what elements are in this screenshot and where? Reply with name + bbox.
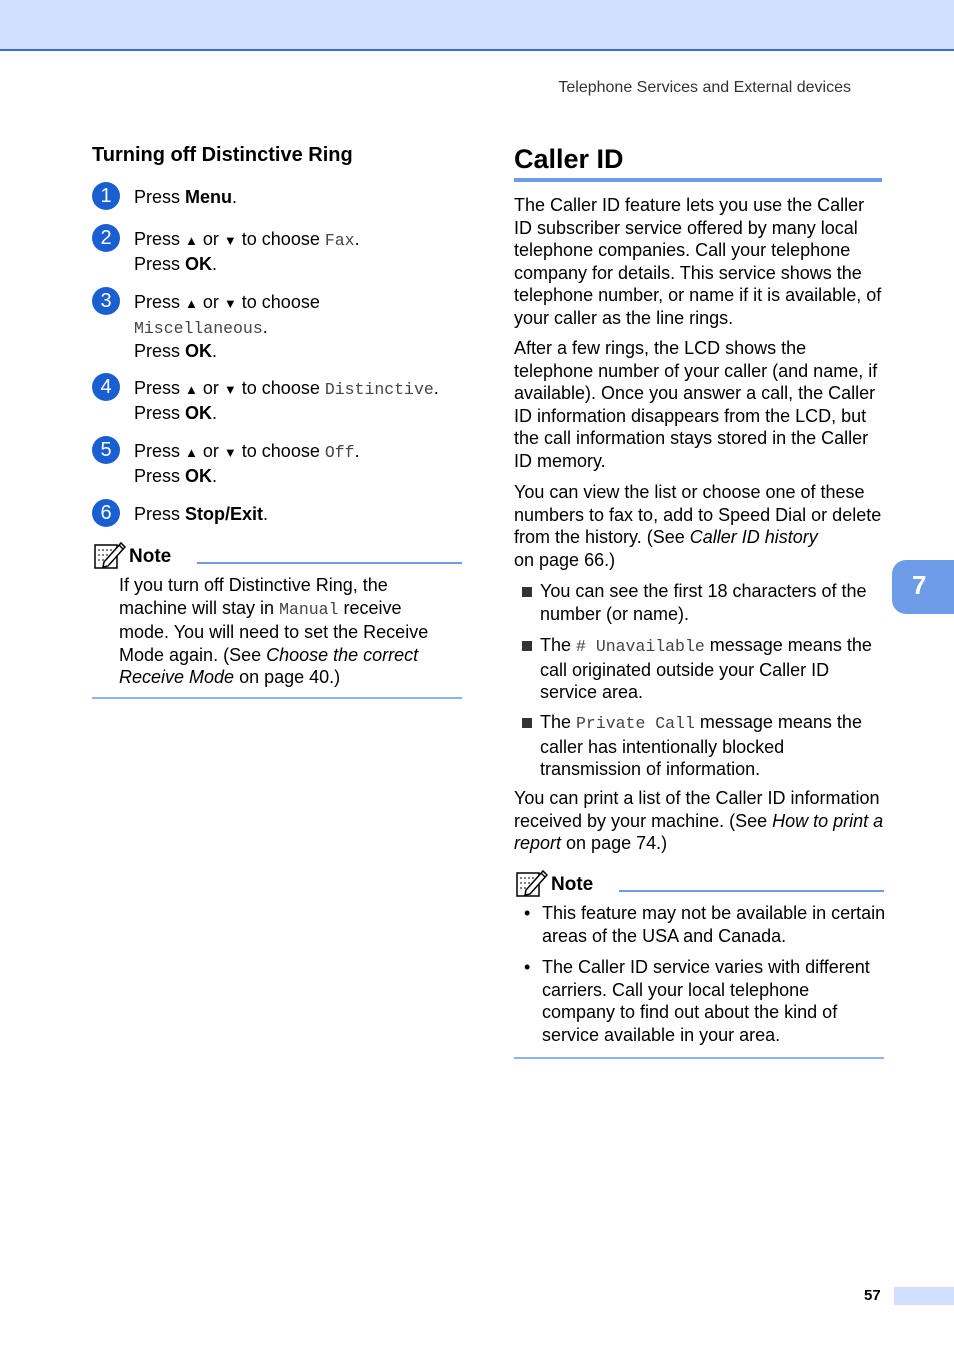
bullet-text [540, 634, 884, 704]
down-arrow-icon: ▼ [223, 382, 237, 397]
paragraph-3 [514, 481, 884, 571]
key-ok: OK [185, 341, 213, 361]
note-item-text: This feature may not be available in certain areas of the USA and Canada. [542, 903, 886, 946]
step-5-text [134, 440, 464, 487]
note-rule [619, 890, 884, 892]
para-text: You can view the list or choose one of these numbers to fax to, add to Speed Dial or delete from the history. (See [514, 482, 882, 547]
step-text-run: Press [134, 465, 186, 486]
bullet-text [540, 711, 884, 781]
note-title: Note [551, 874, 594, 895]
step-text-run: Press [134, 292, 186, 312]
step-text-run: Press [134, 378, 186, 398]
para-text: on page 74.) [561, 833, 668, 853]
chapter-number: 7 [912, 570, 927, 600]
cross-reference-link[interactable]: Choose the correct [266, 644, 419, 665]
step-text-run: Press [134, 441, 186, 461]
square-bullet-icon [522, 718, 532, 728]
bullet-dot-icon: • [524, 903, 531, 923]
running-header: Telephone Services and External devices [558, 79, 851, 96]
right-column [514, 140, 886, 1045]
chapter-tab [892, 560, 954, 614]
step-3-text [134, 291, 464, 363]
step-text-run: or [197, 229, 224, 249]
step-number-2: 2 [92, 224, 120, 252]
punct: . [262, 316, 268, 337]
para-text: The [540, 635, 577, 655]
note-line: machine will stay in [119, 597, 280, 618]
top-band [0, 0, 954, 51]
step-4-text [134, 377, 464, 424]
cross-reference-link[interactable]: Caller ID history [689, 527, 818, 547]
step-text-run: to choose [236, 292, 320, 312]
note-bottom-rule [92, 697, 462, 699]
step-number-4: 4 [92, 373, 120, 401]
step-6-text [134, 503, 464, 526]
note-item-text: The Caller ID service varies with different carriers. Call your local telephone company to find out about the kind of service available in your area. [542, 957, 870, 1045]
step-number-5: 5 [92, 436, 120, 464]
note-rule [197, 562, 462, 564]
page-number-bar [894, 1287, 954, 1305]
note-text [119, 574, 464, 689]
step-text-run: to choose [236, 229, 325, 249]
step-text-run: Press [134, 229, 186, 249]
step-text-run: to choose [236, 441, 325, 461]
step-text-run: Press [134, 402, 186, 423]
left-column [92, 140, 462, 687]
paragraph-2: After a few rings, the LCD shows the telephone number of your caller (and name, if available). Once you answer a call, the Caller ID information disappears from the LCD, but the call information stays stored in the Caller ID memory. [514, 338, 878, 471]
key-ok: OK [185, 402, 213, 423]
step-text-run: Press [134, 504, 186, 524]
down-arrow-icon: ▼ [223, 445, 237, 460]
note-pencil-icon [516, 868, 548, 898]
bullet-dot-icon: • [524, 957, 531, 977]
step-2-text [134, 228, 464, 275]
note-line: mode. You will need to set the Receive [119, 622, 429, 642]
note-line: Mode again. (See [119, 644, 267, 665]
para-text: The [540, 712, 577, 732]
key-ok: OK [185, 465, 213, 486]
step-text-run: or [197, 292, 224, 312]
para-text: message means the caller has intentionally blocked transmission of information. [540, 712, 862, 779]
down-arrow-icon: ▼ [223, 296, 237, 311]
square-bullet-icon [522, 641, 532, 651]
note-line: If you turn off Distinctive Ring, the [119, 575, 388, 595]
note-bottom-rule [514, 1057, 884, 1059]
up-arrow-icon: ▲ [185, 382, 198, 397]
paragraph-4 [514, 787, 884, 855]
lcd-message: # Unavailable [576, 637, 705, 656]
punct: . [433, 378, 439, 398]
step-number-6: 6 [92, 499, 120, 527]
lcd-option: Off [324, 443, 355, 462]
step-text-run: Press [134, 187, 186, 207]
note-line: receive [338, 597, 402, 618]
note-line: on page 40.) [234, 667, 341, 687]
step-text-run: Press [134, 253, 186, 274]
cross-reference-link[interactable]: Receive Mode [119, 667, 235, 687]
up-arrow-icon: ▲ [185, 445, 198, 460]
down-arrow-icon: ▼ [223, 233, 237, 248]
key-ok: OK [185, 253, 213, 274]
section-heading: Turning off Distinctive Ring [92, 144, 353, 166]
step-text-run: or [197, 441, 224, 461]
lcd-message: Private Call [576, 714, 695, 733]
punct: . [212, 253, 218, 274]
title-rule [514, 178, 882, 182]
para-text: message means the call originated outside your Caller ID service area. [540, 635, 872, 702]
punct: . [263, 504, 269, 524]
square-bullet-icon [522, 587, 532, 597]
step-text-run: to choose [236, 378, 325, 398]
step-text-run: Press [134, 341, 186, 361]
note-title: Note [129, 546, 172, 567]
step-1-text [134, 186, 464, 209]
page-number: 57 [864, 1287, 881, 1304]
step-number-3: 3 [92, 287, 120, 315]
punct: . [212, 341, 218, 361]
punct: . [354, 229, 360, 249]
note-box [94, 540, 462, 700]
punct: . [232, 187, 238, 207]
punct: . [212, 402, 218, 423]
page-title: Caller ID [514, 144, 624, 174]
lcd-option: Distinctive [324, 380, 434, 399]
lcd-option: Miscellaneous [134, 318, 263, 338]
lcd-option: Manual [279, 599, 339, 619]
step-number-1: 1 [92, 182, 120, 210]
paragraph-1: The Caller ID feature lets you use the Caller ID subscriber service offered by many local telephone companies. Call your telephone company for details. This service shows the telephone number, or name if it is available, of your caller as the line rings. [514, 195, 882, 328]
note-pencil-icon [94, 540, 126, 570]
key-stop-exit: Stop/Exit [185, 504, 264, 524]
lcd-option: Fax [324, 231, 355, 250]
key-menu: Menu [185, 187, 233, 207]
up-arrow-icon: ▲ [185, 296, 198, 311]
punct: . [212, 465, 218, 486]
step-text-run: or [197, 378, 224, 398]
cross-reference-link[interactable]: How to print a report [514, 810, 884, 853]
up-arrow-icon: ▲ [185, 233, 198, 248]
bullet-text: You can see the first 18 characters of the number (or name). [540, 581, 867, 624]
para-text: on page 66.) [514, 549, 616, 570]
note-box [516, 868, 884, 1060]
para-text: You can print a list of the Caller ID information received by your machine. (See [514, 788, 880, 831]
punct: . [354, 441, 360, 461]
